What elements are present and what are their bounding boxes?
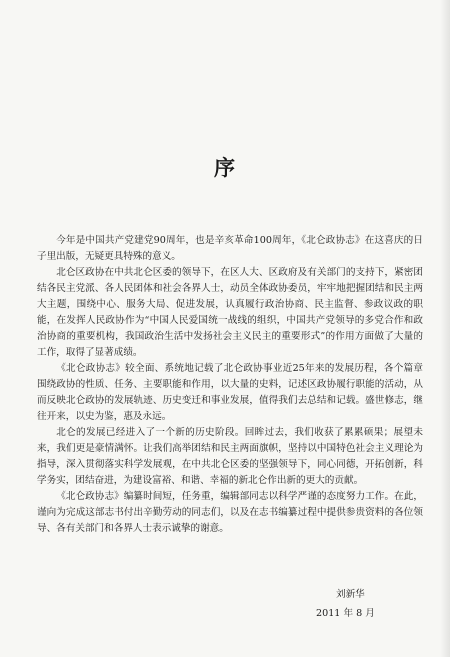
page-edge-shadow bbox=[440, 0, 450, 657]
preface-body bbox=[37, 233, 423, 537]
paragraph-1: 今年是中国共产党建党90周年，也是辛亥革命100周年，《北仑政协志》在这喜庆的日子里出版，无疑更具特殊的意义。 bbox=[37, 235, 423, 262]
signature-date: 2011 年 8 月 bbox=[316, 608, 375, 619]
signature-name: 刘新华 bbox=[336, 589, 365, 600]
paragraph-3: 《北仑政协志》较全面、系统地记载了北仑政协事业近25年来的发展历程，各个篇章围绕政协的性质、任务、主要职能和作用，以大量的史料，记述区政协履行职能的活动，从而反映北仑政协的发展轨迹、历史变迁和事业发展，值得我们去总结和记载。盛世修志，继往开来，以史为鉴，惠及永远。 bbox=[37, 363, 423, 422]
paragraph-5: 《北仑政协志》编纂时间短，任务重，编辑部同志以科学严谨的态度努力工作。在此，谨向为完成这部志书付出辛勤劳动的同志们，以及在志书编纂过程中提供参贵资料的各位领导、各有关部门和各界人士表示诚挚的谢意。 bbox=[37, 491, 423, 534]
paragraph-2: 北仑区政协在中共北仑区委的领导下，在区人大、区政府及有关部门的支持下，紧密团结各民主党派、各人民团体和社会各界人士，动员全体政协委员，牢牢地把握团结和民主两大主题，围绕中心、服务大局、促进发展，认真履行政治协商、民主监督、参政议政的职能，在发挥人民政协作为“中国人民爱国统一战线的组织，中国共产党领导的多党合作和政治协商的重要机构，我国政治生活中发扬社会主义民主的重要形式”的作用方面做了大量的工作，取得了显著成绩。 bbox=[37, 267, 423, 358]
page-title: 序 bbox=[214, 155, 236, 180]
paragraph-4: 北仑的发展已经进入了一个新的历史阶段。回眸过去，我们收获了累累硕果；展望未来，我们更是豪情满怀。让我们高举团结和民主两面旗帜，坚持以中国特色社会主义理论为指导，深入贯彻落实科学发展观，在中共北仑区委的坚强领导下，同心同德，开拓创新，科学务实，团结奋进，为建设富裕、和谐、幸福的新北仑作出新的更大的贡献。 bbox=[37, 427, 423, 486]
